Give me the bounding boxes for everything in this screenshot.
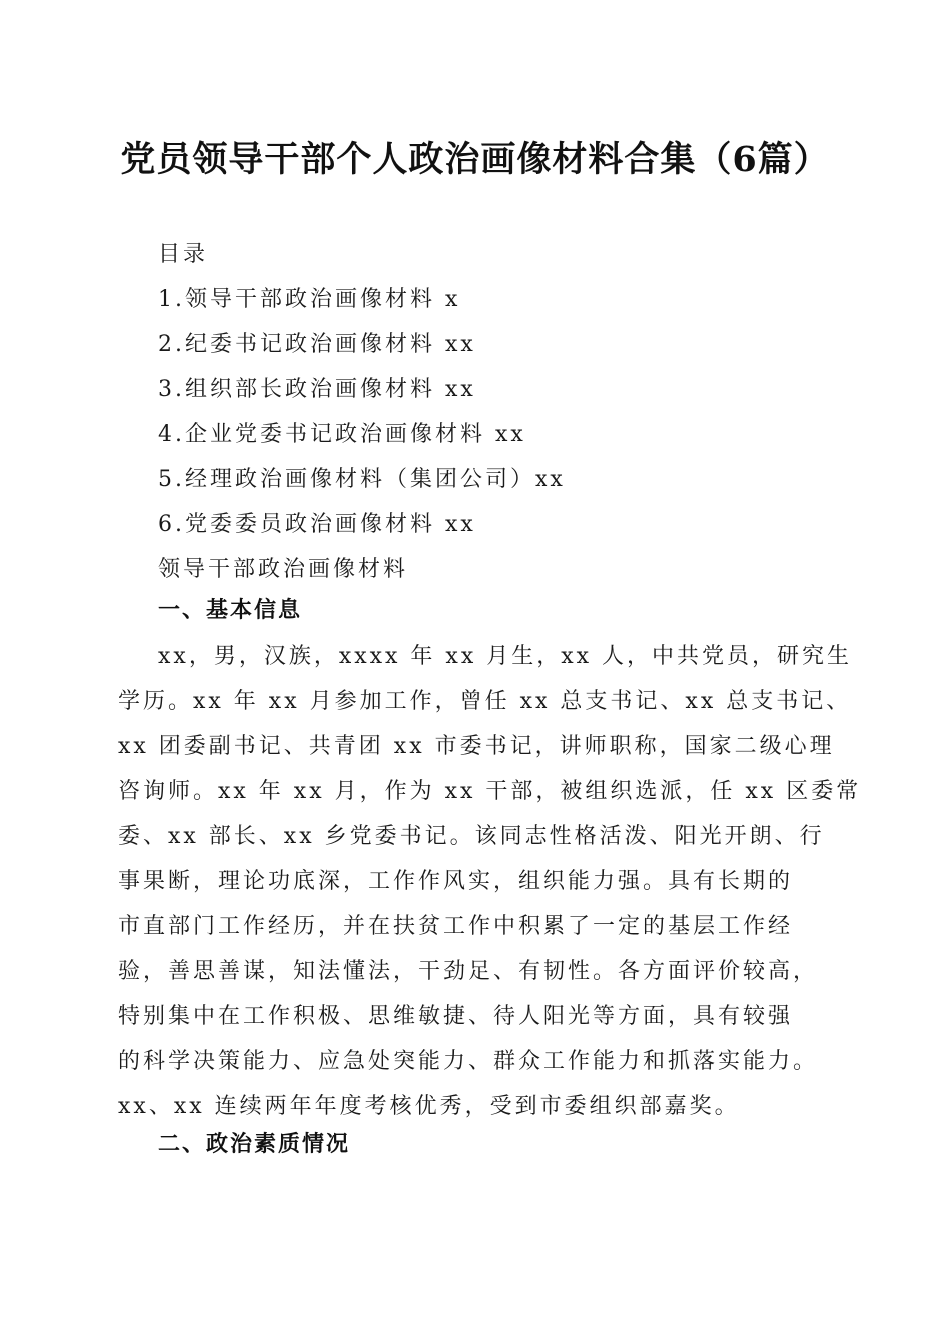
- toc-item: 3.组织部长政治画像材料 xx: [158, 377, 476, 402]
- heading-basic-info: 一、基本信息: [158, 598, 303, 623]
- basic-info-paragraph: [118, 634, 862, 1129]
- toc-item: 6.党委委员政治画像材料 xx: [158, 512, 476, 537]
- paragraph-line: 委、xx 部长、xx 乡党委书记。该同志性格活泼、阳光开朗、行: [118, 824, 825, 849]
- paragraph-line: xx、xx 连续两年年度考核优秀，受到市委组织部嘉奖。: [118, 1094, 740, 1119]
- toc-item: 2.纪委书记政治画像材料 xx: [158, 332, 476, 357]
- heading-political-quality: 二、政治素质情况: [158, 1132, 351, 1157]
- paragraph-line: xx，男，汉族，xxxx 年 xx 月生，xx 人，中共党员，研究生: [158, 644, 853, 669]
- paragraph-line: 特别集中在工作积极、思维敏捷、待人阳光等方面，具有较强: [118, 1004, 794, 1029]
- paragraph-line: 市直部门工作经历，并在扶贫工作中积累了一定的基层工作经: [118, 914, 794, 939]
- toc-item: 4.企业党委书记政治画像材料 xx: [158, 422, 526, 447]
- paragraph-line: 验，善思善谋，知法懂法，干劲足、有韧性。各方面评价较高，: [118, 959, 819, 984]
- paragraph-line: 事果断，理论功底深，工作作风实，组织能力强。具有长期的: [118, 869, 794, 894]
- document-title: 党员领导干部个人政治画像材料合集（6篇）: [120, 139, 830, 180]
- paragraph-line: xx 团委副书记、共青团 xx 市委书记，讲师职称，国家二级心理: [118, 734, 835, 759]
- table-of-contents: [158, 232, 858, 592]
- paragraph-line: 学历。xx 年 xx 月参加工作，曾任 xx 总支书记、xx 总支书记、: [118, 689, 852, 714]
- toc-item: 5.经理政治画像材料（集团公司）xx: [158, 467, 566, 492]
- toc-heading: 目录: [158, 242, 209, 267]
- paragraph-line: 咨询师。xx 年 xx 月，作为 xx 干部，被组织选派，任 xx 区委常: [118, 779, 862, 804]
- paragraph-line: 的科学决策能力、应急处突能力、群众工作能力和抓落实能力。: [118, 1049, 819, 1074]
- toc-item: 1.领导干部政治画像材料 x: [158, 287, 461, 312]
- section-title: 领导干部政治画像材料: [158, 557, 409, 582]
